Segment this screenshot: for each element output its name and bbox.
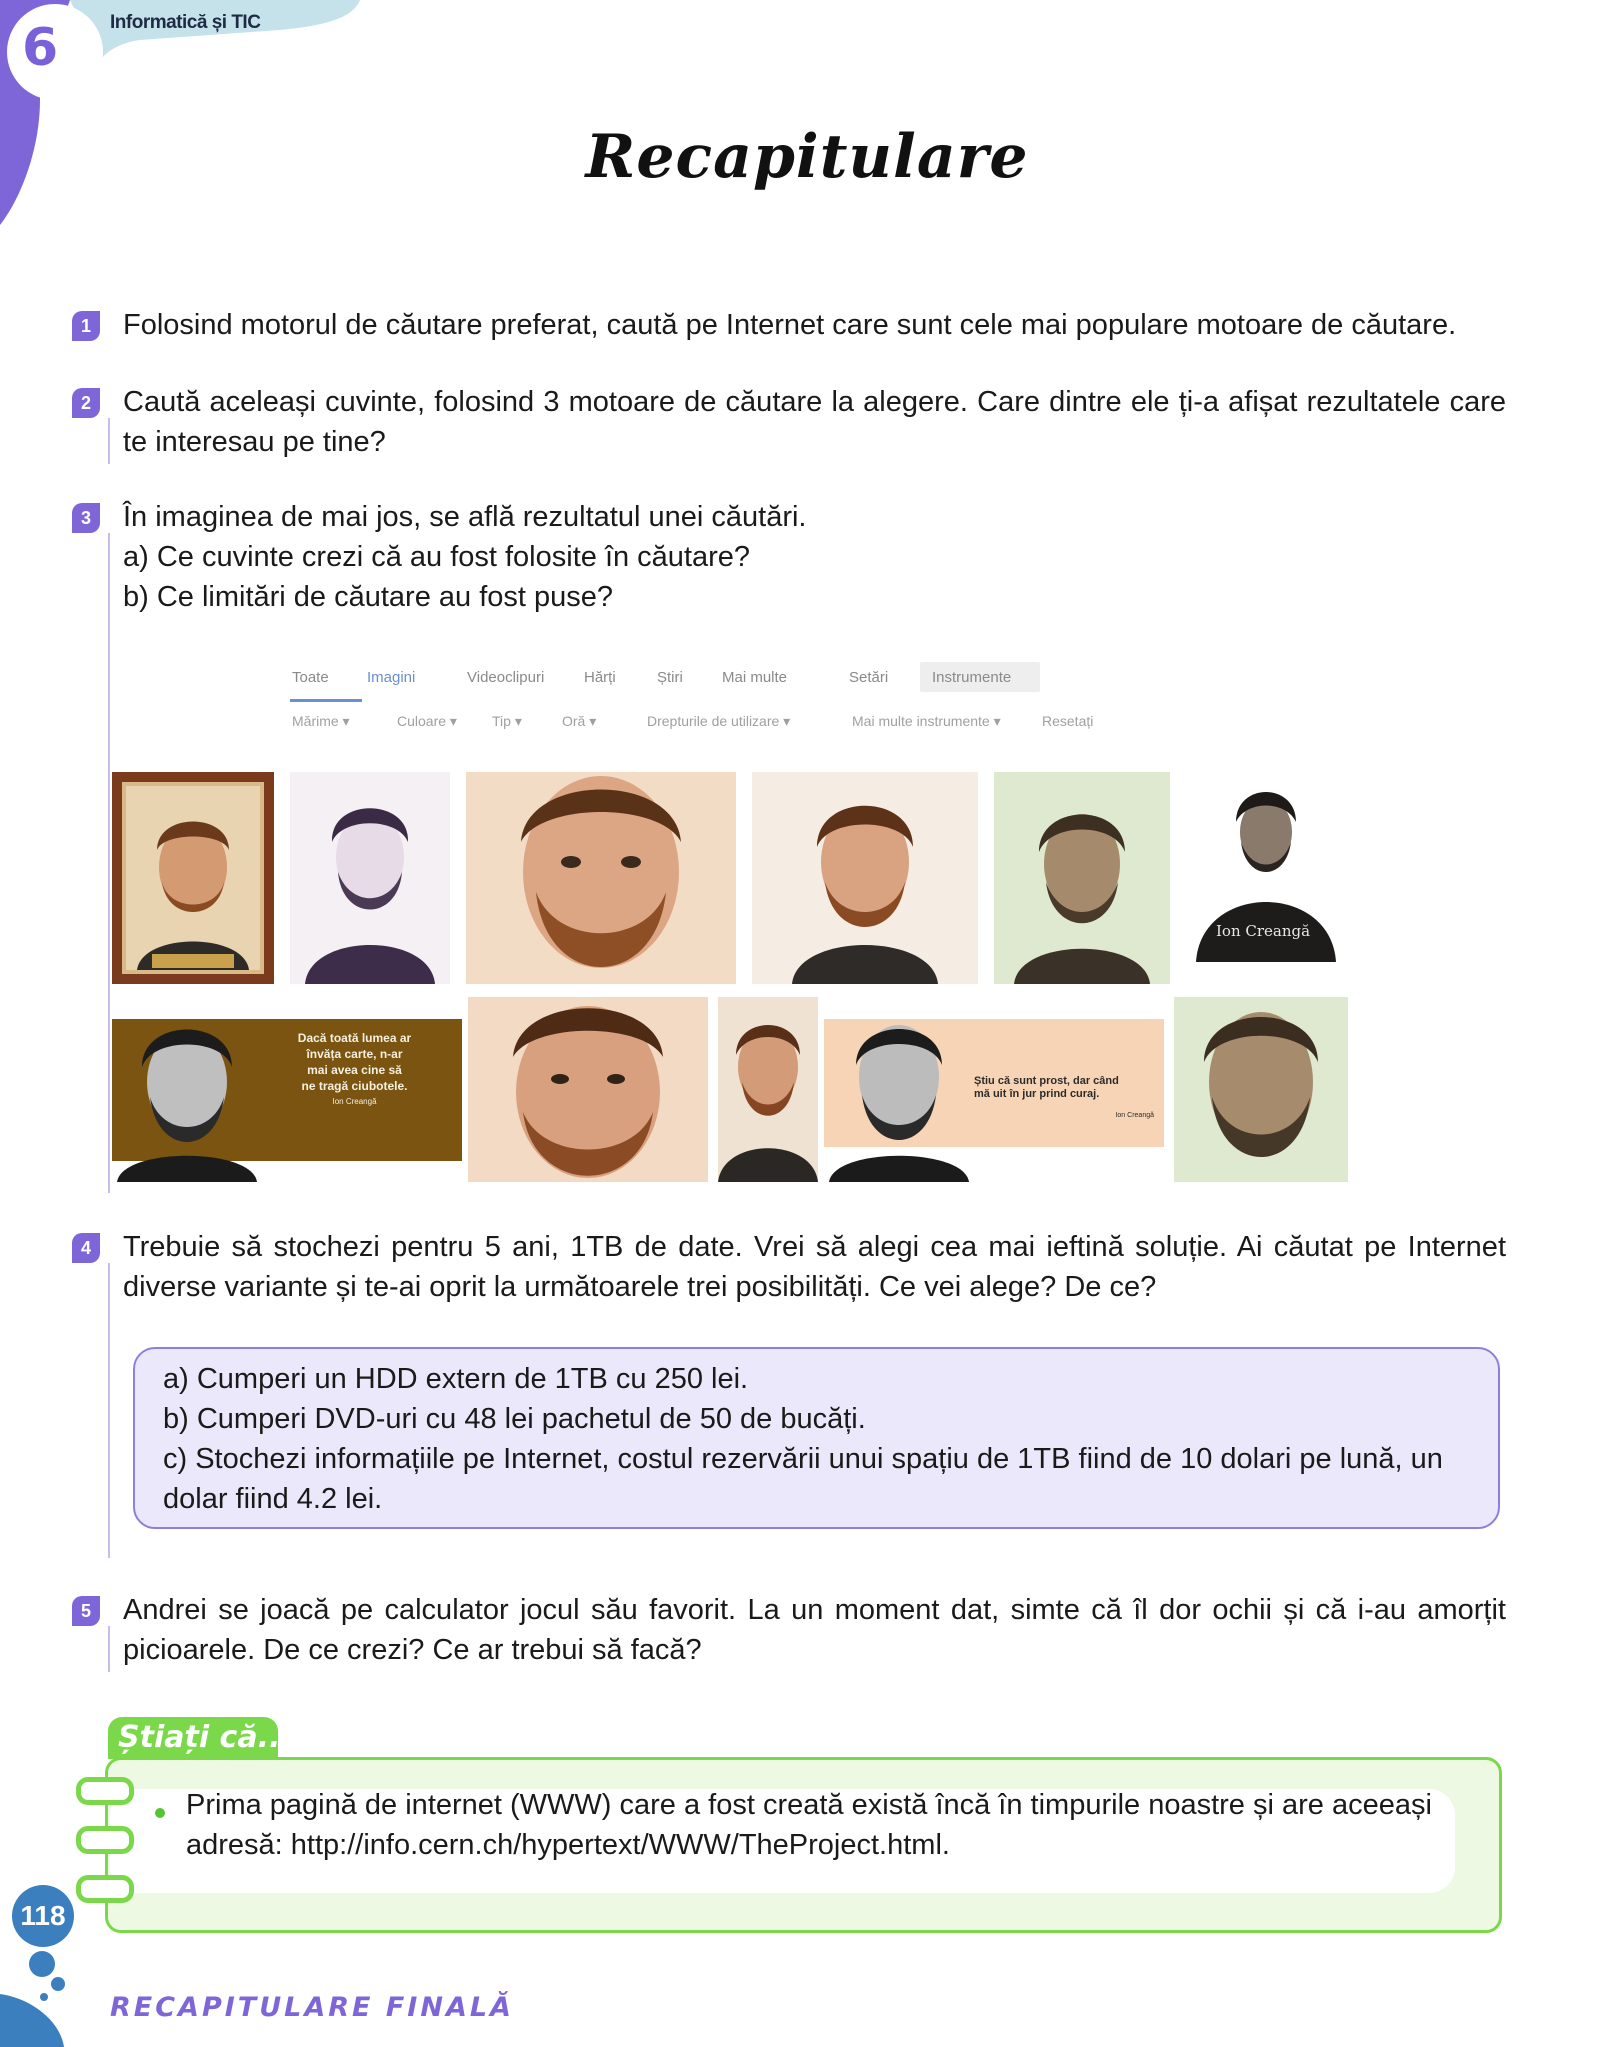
- tab-more: Mai multe: [722, 669, 788, 686]
- bullet-icon: [155, 1808, 165, 1818]
- exercise-line: În imaginea de mai jos, se află rezultatul unei căutări.: [123, 501, 807, 533]
- quote-line: Știu că sunt prost, dar când: [974, 1075, 1119, 1087]
- active-tab-underline: [290, 699, 362, 702]
- exercise-text: [123, 382, 1506, 462]
- image-thumbnail-closeup-2[interactable]: [468, 997, 708, 1182]
- image-thumbnail-small-portrait[interactable]: [718, 997, 818, 1182]
- exercise-side-rule: [108, 1626, 110, 1672]
- image-thumbnail-sepia-portrait[interactable]: [994, 772, 1170, 984]
- exercise-number-badge: 2: [72, 388, 100, 418]
- exercise-text: [123, 497, 1506, 617]
- exercise-line: Folosind motorul de căutare preferat, caută pe Internet care sunt cele mai populare motoare de căutare.: [123, 309, 1457, 341]
- quote-author: Ion Creangă: [332, 1097, 377, 1106]
- chapter-number: 6: [22, 18, 59, 78]
- image-thumbnail-sepia-closeup[interactable]: [1174, 997, 1348, 1182]
- image-thumbnail-portrait-light[interactable]: [752, 772, 978, 984]
- exercise-number-badge: 4: [72, 1233, 100, 1263]
- quote-line: mă uit în jur prind curaj.: [974, 1088, 1100, 1100]
- exercise-side-rule: [108, 1263, 110, 1558]
- tab-images: Imagini: [367, 669, 416, 686]
- thumbnail-caption: Ion Creangă: [1216, 922, 1311, 940]
- filter-color: Culoare ▾: [397, 713, 457, 729]
- quote-line: învăța carte, n-ar: [306, 1047, 403, 1061]
- binder-ring-icon: [76, 1826, 134, 1854]
- exercise-1: [72, 305, 1506, 349]
- exercise-line: a) Ce cuvinte crezi că au fost folosite în căutare?: [123, 541, 751, 573]
- quote-line: ne tragă ciubotele.: [301, 1079, 408, 1093]
- filter-type: Tip ▾: [492, 713, 522, 729]
- page-number: 118: [12, 1885, 74, 1947]
- quote-line: Dacă toată lumea ar: [297, 1031, 412, 1045]
- exercise-2: [72, 382, 1506, 464]
- binder-ring-icon: [76, 1777, 134, 1805]
- search-results-screenshot: [112, 652, 1502, 1182]
- exercise-text: [123, 1227, 1506, 1307]
- tab-videos: Videoclipuri: [467, 669, 545, 686]
- image-thumbnail-quote-1[interactable]: [112, 997, 462, 1182]
- filter-reset: Resetați: [1042, 713, 1094, 729]
- options-list: [163, 1359, 1478, 1519]
- binder-ring-icon: [76, 1875, 134, 1903]
- page-title: Recapitulare: [585, 122, 1029, 192]
- tab-maps: Hărți: [584, 669, 616, 686]
- image-thumbnail-closeup-portrait[interactable]: [466, 772, 736, 984]
- filter-usage-rights: Drepturile de utilizare ▾: [647, 713, 791, 729]
- tab-news: Știri: [657, 669, 683, 686]
- quote-line: mai avea cine să: [307, 1063, 402, 1077]
- footer-dots-decoration: [0, 1940, 90, 2047]
- exercise-text: [123, 305, 1506, 345]
- exercise-number-badge: 1: [72, 311, 100, 341]
- image-thumbnail-framed-portrait[interactable]: [112, 772, 274, 984]
- image-thumbnail-dark-portrait[interactable]: [1186, 772, 1346, 984]
- exercise-number-badge: 5: [72, 1596, 100, 1626]
- tab-settings: Setări: [849, 669, 889, 686]
- exercise-text: [123, 1590, 1506, 1670]
- options-box: [133, 1347, 1500, 1529]
- exercise-line: b) Ce limitări de căutare au fost puse?: [123, 581, 614, 613]
- quote-text: [974, 1075, 1154, 1122]
- image-thumbnail-bw-portrait[interactable]: [290, 772, 450, 984]
- tab-tools: Instrumente: [932, 669, 1012, 686]
- filter-time: Oră ▾: [562, 713, 597, 729]
- subject-label: Informatică și TIC: [110, 12, 261, 33]
- quote-text: [262, 1030, 447, 1110]
- filter-more-tools: Mai multe instrumente ▾: [852, 713, 1001, 729]
- exercise-number-badge: 3: [72, 503, 100, 533]
- tab-all: Toate: [292, 669, 329, 686]
- exercise-line: Andrei se joacă pe calculator jocul său favorit. La un moment dat, simte că îl dor ochii și că i-au amorțit picioarele. De ce crezi? Ce ar trebui să facă?: [123, 1594, 1506, 1666]
- option-c: c) Stochezi informațiile pe Internet, costul rezervării unui spațiu de 1TB fiind de 10 dolari pe lună, un dolar fiind 4.2 lei.: [163, 1443, 1443, 1515]
- exercise-5: [72, 1590, 1506, 1672]
- did-you-know-text: Prima pagină de internet (WWW) care a fost creată există încă în timpurile noastre și are aceeași adresă: http://info.cern.ch/hypertext/WWW/TheProject.html.: [186, 1789, 1432, 1861]
- exercise-line: Caută aceleași cuvinte, folosind 3 motoare de căutare la alegere. Care dintre ele ți-a afișat rezultatele care te interesau pe tine?: [123, 386, 1506, 458]
- exercise-side-rule: [108, 533, 110, 1193]
- exercise-side-rule: [108, 418, 110, 464]
- exercise-line: Trebuie să stochezi pentru 5 ani, 1TB de date. Vrei să alegi cea mai ieftină soluție. Ai căutat pe Internet diverse variante și te-ai oprit la următoarele trei posibilități. Ce vei alege? De ce?: [123, 1231, 1506, 1303]
- option-b: b) Cumperi DVD-uri cu 48 lei pachetul de 50 de bucăți.: [163, 1403, 866, 1435]
- image-thumbnail-quote-2[interactable]: [824, 997, 1164, 1182]
- footer-section-label: RECAPITULARE FINALĂ: [110, 1992, 514, 2023]
- quote-author: Ion Creangă: [1115, 1112, 1154, 1119]
- did-you-know-title: Știați că...?: [118, 1720, 310, 1755]
- option-a: a) Cumperi un HDD extern de 1TB cu 250 lei.: [163, 1363, 749, 1395]
- filter-size: Mărime ▾: [292, 713, 350, 729]
